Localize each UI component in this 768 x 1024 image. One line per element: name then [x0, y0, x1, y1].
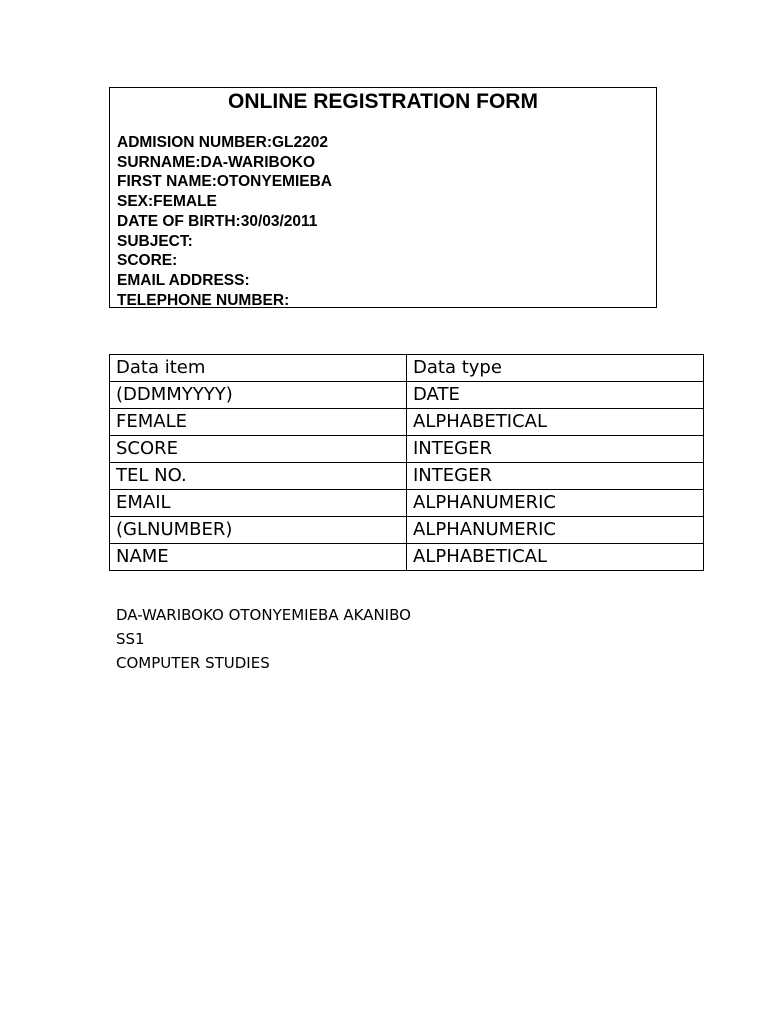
table-row: [110, 409, 704, 436]
data-type-table: [109, 354, 704, 571]
table-cell-data-type: INTEGER: [407, 463, 704, 490]
table-cell-data-item: SCORE: [110, 436, 407, 463]
table-cell-data-type: DATE: [407, 382, 704, 409]
table-cell-data-type: ALPHABETICAL: [407, 544, 704, 571]
table-cell-data-item: TEL NO.: [110, 463, 407, 490]
form-field-admission-number: ADMISION NUMBER:GL2202: [117, 134, 328, 151]
student-info: [116, 603, 411, 675]
table-row: [110, 382, 704, 409]
form-field-email-address: EMAIL ADDRESS:: [117, 271, 250, 289]
registration-form-box: [109, 87, 657, 308]
table-cell-data-item: FEMALE: [110, 409, 407, 436]
table-row: [110, 463, 704, 490]
form-field-telephone-number: TELEPHONE NUMBER:: [117, 291, 290, 309]
table-row: [110, 436, 704, 463]
table-header-data-item: Data item: [110, 355, 407, 382]
table-cell-data-type: INTEGER: [407, 436, 704, 463]
student-subject: COMPUTER STUDIES: [116, 654, 270, 672]
form-field-subject: SUBJECT:: [117, 232, 193, 250]
form-field-surname: SURNAME:DA-WARIBOKO: [117, 153, 316, 171]
table-cell-data-item: NAME: [110, 544, 407, 571]
student-name: DA-WARIBOKO OTONYEMIEBA AKANIBO: [116, 606, 411, 624]
table-cell-data-item: EMAIL: [110, 490, 407, 517]
table-cell-data-type: ALPHANUMERIC: [407, 517, 704, 544]
form-title: ONLINE REGISTRATION FORM: [228, 90, 538, 113]
form-fields: [117, 133, 332, 310]
table-row: [110, 517, 704, 544]
form-field-score: SCORE:: [117, 252, 178, 270]
form-field-first-name: FIRST NAME:OTONYEMIEBA: [117, 173, 332, 191]
form-field-date-of-birth: DATE OF BIRTH:30/03/2011: [117, 212, 318, 230]
table-row: [110, 490, 704, 517]
table-cell-data-type: ALPHABETICAL: [407, 409, 704, 436]
table-row: [110, 544, 704, 571]
table-header-data-type: Data type: [407, 355, 704, 382]
table-header-row: [110, 355, 704, 382]
student-class: SS1: [116, 630, 145, 648]
table-cell-data-type: ALPHANUMERIC: [407, 490, 704, 517]
table-cell-data-item: (GLNUMBER): [110, 517, 407, 544]
table-cell-data-item: (DDMMYYYY): [110, 382, 407, 409]
form-field-sex: SEX:FEMALE: [117, 193, 217, 211]
